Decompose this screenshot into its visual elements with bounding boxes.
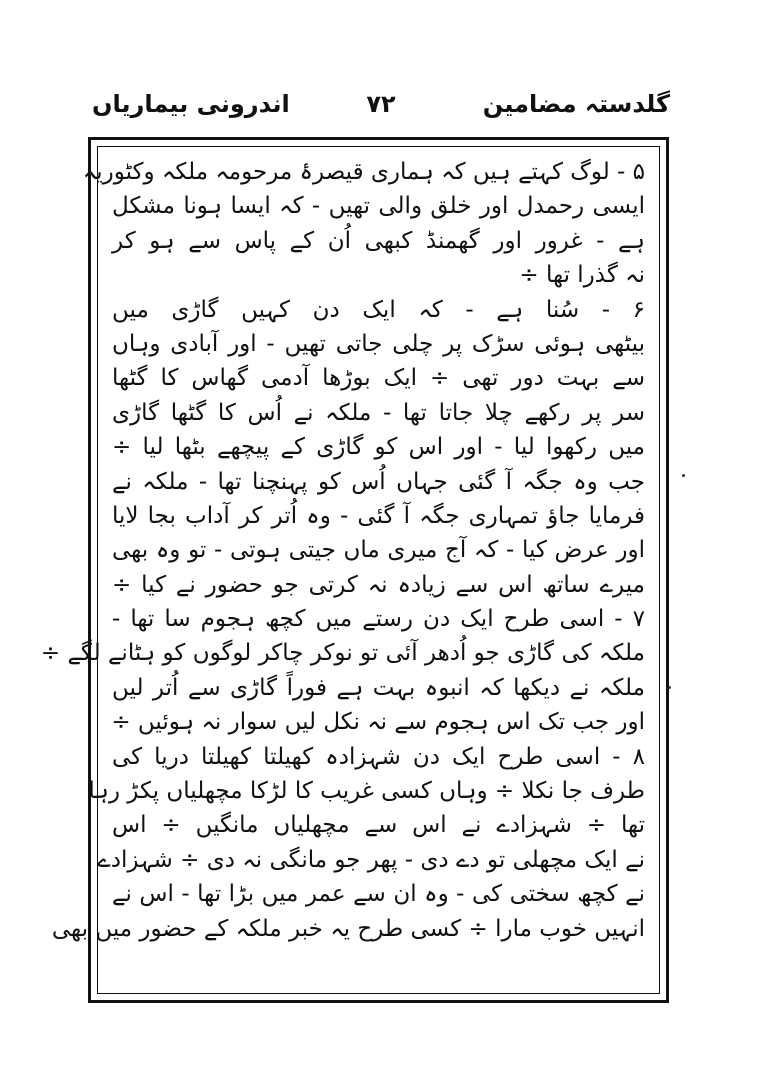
page-header bbox=[92, 84, 670, 128]
text-frame-inner bbox=[40, 146, 660, 994]
text-line: ۸ - اسی طرح ایک دن شہزادہ کھیلتا کھیلتا دریا کی bbox=[112, 743, 645, 770]
page-number: ۷۲ bbox=[366, 90, 396, 118]
text-line: فرمایا جاؤ تمہاری جگہ آ گئی - وہ اُتر کر آداب بجا لایا bbox=[112, 502, 645, 529]
text-line: ۷ - اسی طرح ایک دن رستے میں کچھ ہجوم سا تھا - bbox=[112, 606, 645, 633]
text-line: انہیں خوب مارا ÷ کسی طرح یہ خبر ملکہ کے حضور میں بھی bbox=[51, 915, 645, 942]
text-line: ملکہ کی گاڑی جو اُدھر آئی تو نوکر چاکر لوگوں کو ہٹانے لگے ÷ bbox=[40, 640, 645, 667]
text-line: ۶ - سُنا ہے - کہ ایک دن کہیں گاڑی میں bbox=[112, 296, 645, 323]
body-text bbox=[40, 155, 645, 946]
text-line: اور عرض کیا - کہ آج میری ماں جیتی ہوتی - تو وہ بھی bbox=[112, 537, 645, 564]
book-title: گلدستہ مضامین bbox=[482, 90, 670, 118]
text-line: تھا ÷ شہزادے نے اس سے مچھلیاں مانگیں ÷ اس bbox=[112, 812, 645, 839]
scan-speck bbox=[682, 474, 685, 477]
text-line: طرف جا نکلا ÷ وہاں کسی غریب کا لڑکا مچھلیاں پکڑ رہا bbox=[88, 778, 645, 805]
text-line: نہ گذرا تھا ÷ bbox=[519, 262, 645, 289]
section-title: اندرونی بیماریاں bbox=[92, 90, 290, 118]
text-line: سے بہت دور تھی ÷ ایک بوڑھا آدمی گھاس کا گٹھا bbox=[112, 365, 645, 392]
text-line: جب وہ جگہ آ گئی جہاں اُس کو پہنچنا تھا - ملکہ نے bbox=[112, 468, 645, 495]
text-line: سر پر رکھے چلا جاتا تھا - ملکہ نے اُس کا گٹھا گاڑی bbox=[112, 399, 645, 426]
text-line: بیٹھی ہوئی سڑک پر چلی جاتی تھیں - اور آبادی وہاں bbox=[112, 330, 645, 357]
text-line: ہے - غرور اور گھمنڈ کبھی اُن کے پاس سے ہو کر bbox=[112, 227, 645, 254]
text-line: ۵ - لوگ کہتے ہیں کہ ہماری قیصرۂ مرحومہ ملکہ وکٹوریہ bbox=[82, 159, 645, 185]
scan-speck bbox=[668, 686, 671, 689]
text-line: نے کچھ سختی کی - وہ ان سے عمر میں بڑا تھا - اس نے bbox=[112, 881, 645, 908]
text-line: میں رکھوا لیا - اور اس کو گاڑی کے پیچھے بٹھا لیا ÷ bbox=[112, 434, 645, 461]
text-line: میرے ساتھ اس سے زیادہ نہ کرتی جو حضور نے کیا ÷ bbox=[112, 571, 645, 598]
text-line: نے ایک مچھلی تو دے دی - پھر جو مانگی نہ دی ÷ شہزادے bbox=[97, 846, 645, 873]
text-line: ملکہ نے دیکھا کہ انبوہ بہت ہے فوراً گاڑی سے اُتر لیں bbox=[112, 674, 645, 701]
text-frame-outer bbox=[40, 137, 669, 1003]
text-line: ایسی رحمدل اور خلق والی تھیں - کہ ایسا ہونا مشکل bbox=[112, 193, 645, 220]
text-line: اور جب تک اس ہجوم سے نہ نکل لیں سوار نہ ہوئیں ÷ bbox=[111, 709, 645, 736]
